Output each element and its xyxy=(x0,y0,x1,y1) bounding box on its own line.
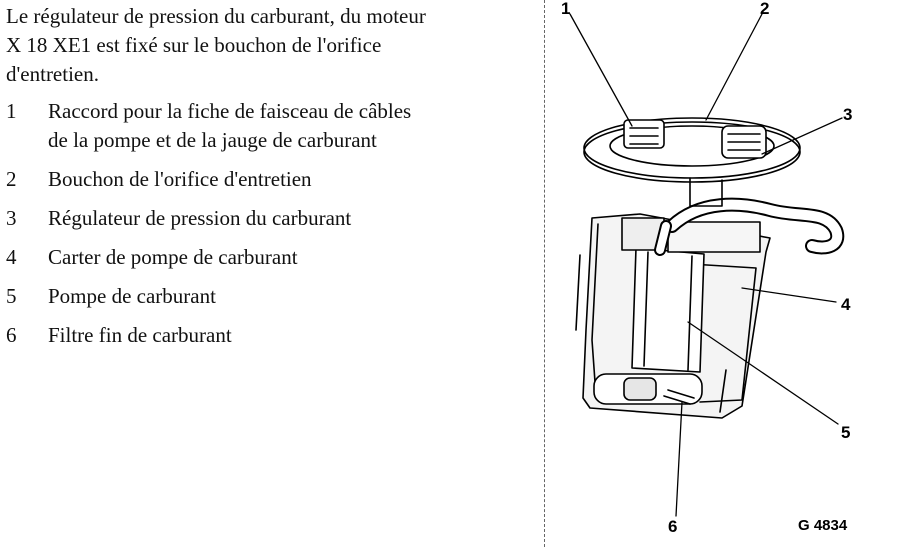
legend-item xyxy=(6,321,536,350)
legend-text-line: de la pompe et de la jauge de carburant xyxy=(48,128,377,152)
legend-item xyxy=(6,282,536,311)
legend-text xyxy=(48,97,536,155)
callout-3: 3 xyxy=(843,105,853,124)
figure-reference: G 4834 xyxy=(798,517,848,534)
callout-4: 4 xyxy=(841,295,851,314)
pump-housing-rib xyxy=(576,255,580,330)
legend-text xyxy=(48,321,536,350)
legend-text-line: Pompe de carburant xyxy=(48,284,216,308)
intro-line: X 18 XE1 est fixé sur le bouchon de l'orifice xyxy=(6,33,382,57)
legend-text xyxy=(48,282,536,311)
legend-text-line: Filtre fin de carburant xyxy=(48,323,232,347)
legend-text-line: Raccord pour la fiche de faisceau de câbles xyxy=(48,99,412,123)
legend-text-line: Bouchon de l'orifice d'entretien xyxy=(48,167,312,191)
legend-text xyxy=(48,165,536,194)
legend-text xyxy=(48,204,536,233)
leader-line-2 xyxy=(706,14,762,120)
column-divider xyxy=(544,0,545,547)
legend-item xyxy=(6,204,536,233)
legend-number: 4 xyxy=(6,245,17,269)
pump-body xyxy=(632,248,704,372)
callout-2: 2 xyxy=(760,0,770,18)
legend-number: 6 xyxy=(6,323,17,347)
legend-number: 5 xyxy=(6,284,17,308)
leader-line-1 xyxy=(570,14,632,126)
intro-line: d'entretien. xyxy=(6,62,99,86)
fuel-pump-drawing xyxy=(546,0,910,547)
fuel-pump-figure xyxy=(546,0,910,547)
legend-list xyxy=(6,97,536,350)
callout-5: 5 xyxy=(841,423,851,442)
legend-text-line: Régulateur de pression du carburant xyxy=(48,206,352,230)
legend-item xyxy=(6,165,536,194)
text-column xyxy=(6,2,536,360)
service-cap-flange xyxy=(584,118,800,178)
callout-1: 1 xyxy=(561,0,571,18)
legend-item xyxy=(6,243,536,272)
intro-paragraph xyxy=(6,2,536,89)
callout-6: 6 xyxy=(668,517,678,536)
legend-number: 1 xyxy=(6,99,17,123)
leader-line-6 xyxy=(676,402,682,516)
intro-line: Le régulateur de pression du carburant, du moteur xyxy=(6,4,426,28)
legend-text-line: Carter de pompe de carburant xyxy=(48,245,298,269)
legend-number: 3 xyxy=(6,206,17,230)
legend-number: 2 xyxy=(6,167,17,191)
legend-text xyxy=(48,243,536,272)
fuel-filter-core xyxy=(624,378,656,400)
legend-item xyxy=(6,97,536,155)
